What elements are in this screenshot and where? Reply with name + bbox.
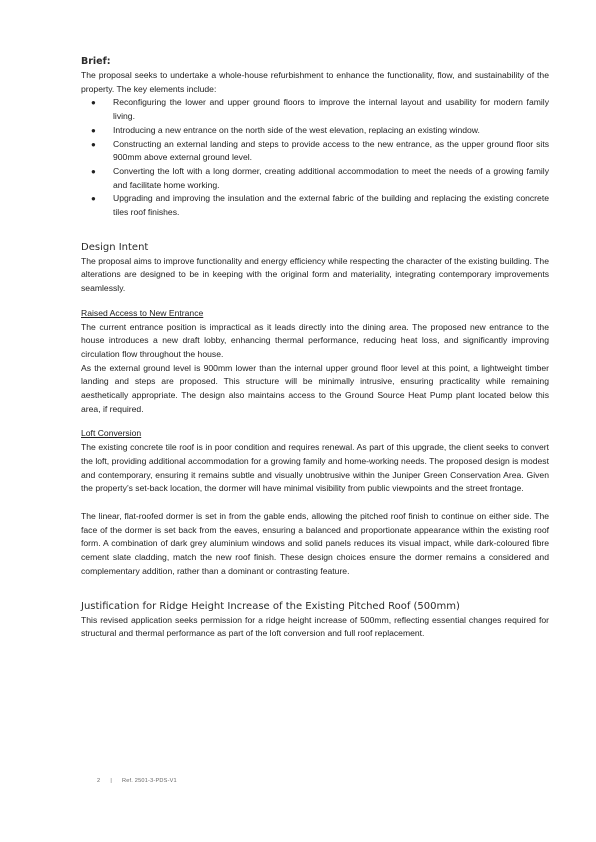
raised-access-para-1: The current entrance position is impractical as it leads directly into the dining area. The proposed new entrance to the house introduces a new draft lobby, enhancing thermal performance, reducing heat loss, and significantly improving circulation flow throughout the house. (81, 321, 549, 359)
bullet-item (81, 138, 549, 165)
footer-separator: | (110, 778, 112, 784)
design-intent-section (81, 242, 549, 296)
brief-intro: The proposal seeks to undertake a whole-house refurbishment to enhance the functionality, flow, and sustainability of the property. The key elements include: (81, 70, 549, 94)
bullet-text: Introducing a new entrance on the north side of the west elevation, replacing an existing window. (113, 124, 480, 135)
bullet-item (81, 96, 549, 123)
bullet-icon: ● (91, 194, 96, 204)
justification-section (81, 601, 549, 641)
document-reference: Ref. 2501-3-PDS-V1 (121, 778, 177, 784)
bullet-icon: ● (91, 139, 96, 149)
spacer (81, 296, 549, 307)
design-intent-body: The proposal aims to improve functionality and energy efficiency while respecting the character of the existing building. The alterations are designed to be in keeping with the original form and materiality, integrating contemporary improvements seamlessly. (81, 255, 549, 294)
justification-body: This revised application seeks permission for a ridge height increase of 500mm, reflecting essential changes required for structural and thermal performance as part of the loft conversion and full roof replacement. (81, 614, 549, 639)
raised-access-heading: Raised Access to New Entrance (81, 307, 204, 318)
design-intent-heading: Design Intent (81, 241, 149, 253)
bullet-icon: ● (91, 125, 96, 135)
page-footer (97, 778, 177, 784)
justification-heading: Justification for Ridge Height Increase of the Existing Pitched Roof (500mm) (81, 600, 460, 612)
spacer (81, 220, 549, 242)
raised-access-para-2: As the external ground level is 900mm lower than the internal upper ground floor level at this point, a lightweight timber landing and steps are proposed. This structure will be minimally intrusive, ensuring practicality while remaining aesthetically appropriate. The design also maintains access to the Ground Source Heat Pump plant located below this area, if required. (81, 362, 549, 414)
spacer (81, 416, 549, 427)
loft-conversion-para-2: The linear, flat-roofed dormer is set in from the gable ends, allowing the pitched roof finish to continue on either side. The face of the dormer is set back from the eaves, ensuring a balanced and proportionate appearance within the existing roof form. A combination of dark grey aluminium windows and solid panels reduces its visual impact, while dark-coloured fibre cement slate cladding, match the new roof finish. These design choices ensure the dormer remains a considered and complementary addition, rather than a dominant or contrasting feature. (81, 510, 549, 576)
loft-conversion-heading: Loft Conversion (81, 428, 142, 439)
loft-conversion-para-1: The existing concrete tile roof is in poor condition and requires renewal. As part of this upgrade, the client seeks to convert the loft, providing additional accommodation for a growing family and home-working needs. The proposed design is modest and contemporary, ensuring it remains subtle and visually unobtrusive within the Juniper Green Conservation Area. Given the property’s set-back location, the dormer will have minimal visibility from public viewpoints and the street frontage. (81, 442, 549, 494)
bullet-item (81, 192, 549, 219)
bullet-item (81, 165, 549, 192)
brief-heading: Brief: (81, 56, 111, 67)
bullet-text: Converting the loft with a long dormer, creating additional accommodation to meet the needs of a growing family and facilitate home working. (113, 165, 549, 190)
bullet-icon: ● (91, 166, 96, 176)
page-content (81, 56, 549, 641)
brief-section (81, 56, 549, 220)
page-number: 2 (97, 778, 101, 784)
bullet-text: Reconfiguring the lower and upper ground floors to improve the internal layout and usability for modern family living. (113, 97, 549, 122)
spacer (81, 496, 549, 510)
bullet-text: Upgrading and improving the insulation and the external fabric of the building and replacing the existing concrete tiles roof finishes. (113, 193, 549, 218)
brief-bullet-list (81, 96, 549, 219)
spacer (81, 579, 549, 601)
raised-access-section (81, 307, 549, 417)
loft-conversion-section (81, 427, 549, 578)
bullet-text: Constructing an external landing and steps to provide access to the new entrance, as the upper ground floor sits 900mm above external ground level. (113, 138, 549, 163)
bullet-icon: ● (91, 98, 96, 108)
bullet-item (81, 124, 549, 138)
